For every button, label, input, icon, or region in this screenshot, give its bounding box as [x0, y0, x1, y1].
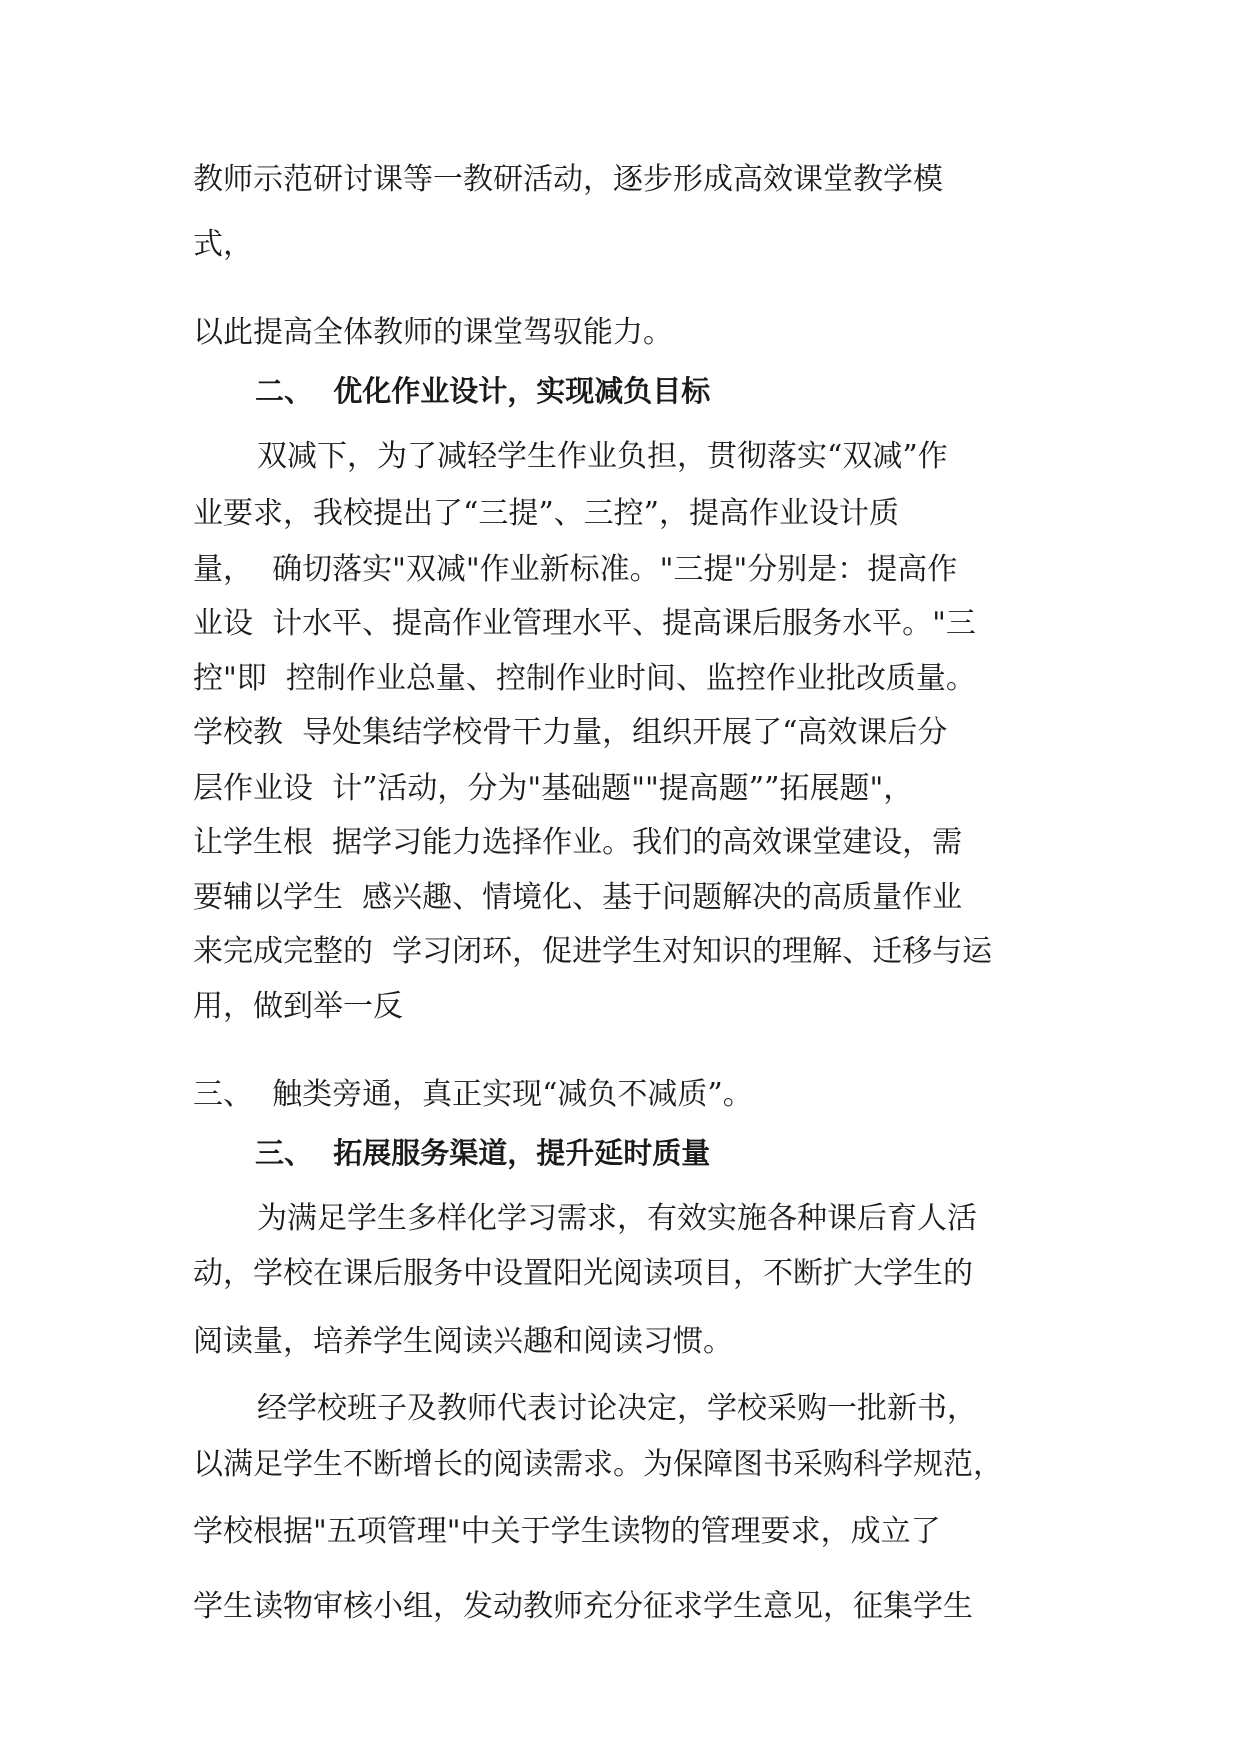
text-line: 量， 确切落实"双减"作业新标准。"三提"分别是：提高作 — [193, 552, 958, 587]
text-line: 要辅以学生 感兴趣、情境化、基于问题解决的高质量作业 — [193, 880, 963, 915]
text-line: 学校教 导处集结学校骨干力量，组织开展了“高效课后分 — [193, 715, 948, 750]
text-line: 为满足学生多样化学习需求，有效实施各种课后育人活 — [257, 1201, 977, 1236]
section-heading: 三、 拓展服务渠道，提升延时质量 — [255, 1136, 711, 1170]
text-line: 以此提高全体教师的课堂驾驭能力。 — [193, 315, 673, 350]
text-line: 学生读物审核小组，发动教师充分征求学生意见，征集学生 — [193, 1589, 973, 1624]
text-line: 双减下，为了减轻学生作业负担，贯彻落实“双减”作 — [257, 439, 948, 474]
text-line: 式， — [193, 227, 253, 262]
text-line: 经学校班子及教师代表讨论决定，学校采购一批新书， — [257, 1391, 977, 1426]
text-line: 教师示范研讨课等一教研活动，逐步形成高效课堂教学模 — [193, 162, 943, 197]
text-line: 让学生根 据学习能力选择作业。我们的高效课堂建设，需 — [193, 825, 963, 860]
text-line: 用，做到举一反 — [193, 989, 403, 1024]
text-line: 学校根据"五项管理"中关于学生读物的管理要求，成立了 — [193, 1514, 941, 1549]
text-line: 三、 触类旁通，真正实现“减负不减质”。 — [193, 1077, 753, 1112]
section-heading: 二、 优化作业设计，实现减负目标 — [255, 374, 711, 408]
text-line: 来完成完整的 学习闭环，促进学生对知识的理解、迁移与运 — [193, 934, 993, 969]
text-line: 以满足学生不断增长的阅读需求。为保障图书采购科学规范， — [193, 1447, 1003, 1482]
text-line: 控"即 控制作业总量、控制作业时间、监控作业批改质量。 — [193, 661, 976, 696]
text-line: 业设 计水平、提高作业管理水平、提高课后服务水平。"三 — [193, 606, 976, 641]
text-line: 动，学校在课后服务中设置阳光阅读项目，不断扩大学生的 — [193, 1256, 973, 1291]
text-line: 阅读量，培养学生阅读兴趣和阅读习惯。 — [193, 1324, 733, 1359]
text-line: 层作业设 计”活动，分为"基础题""提高题””拓展题"， — [193, 771, 914, 806]
text-line: 业要求，我校提出了“三提”、三控”，提高作业设计质 — [193, 496, 900, 531]
